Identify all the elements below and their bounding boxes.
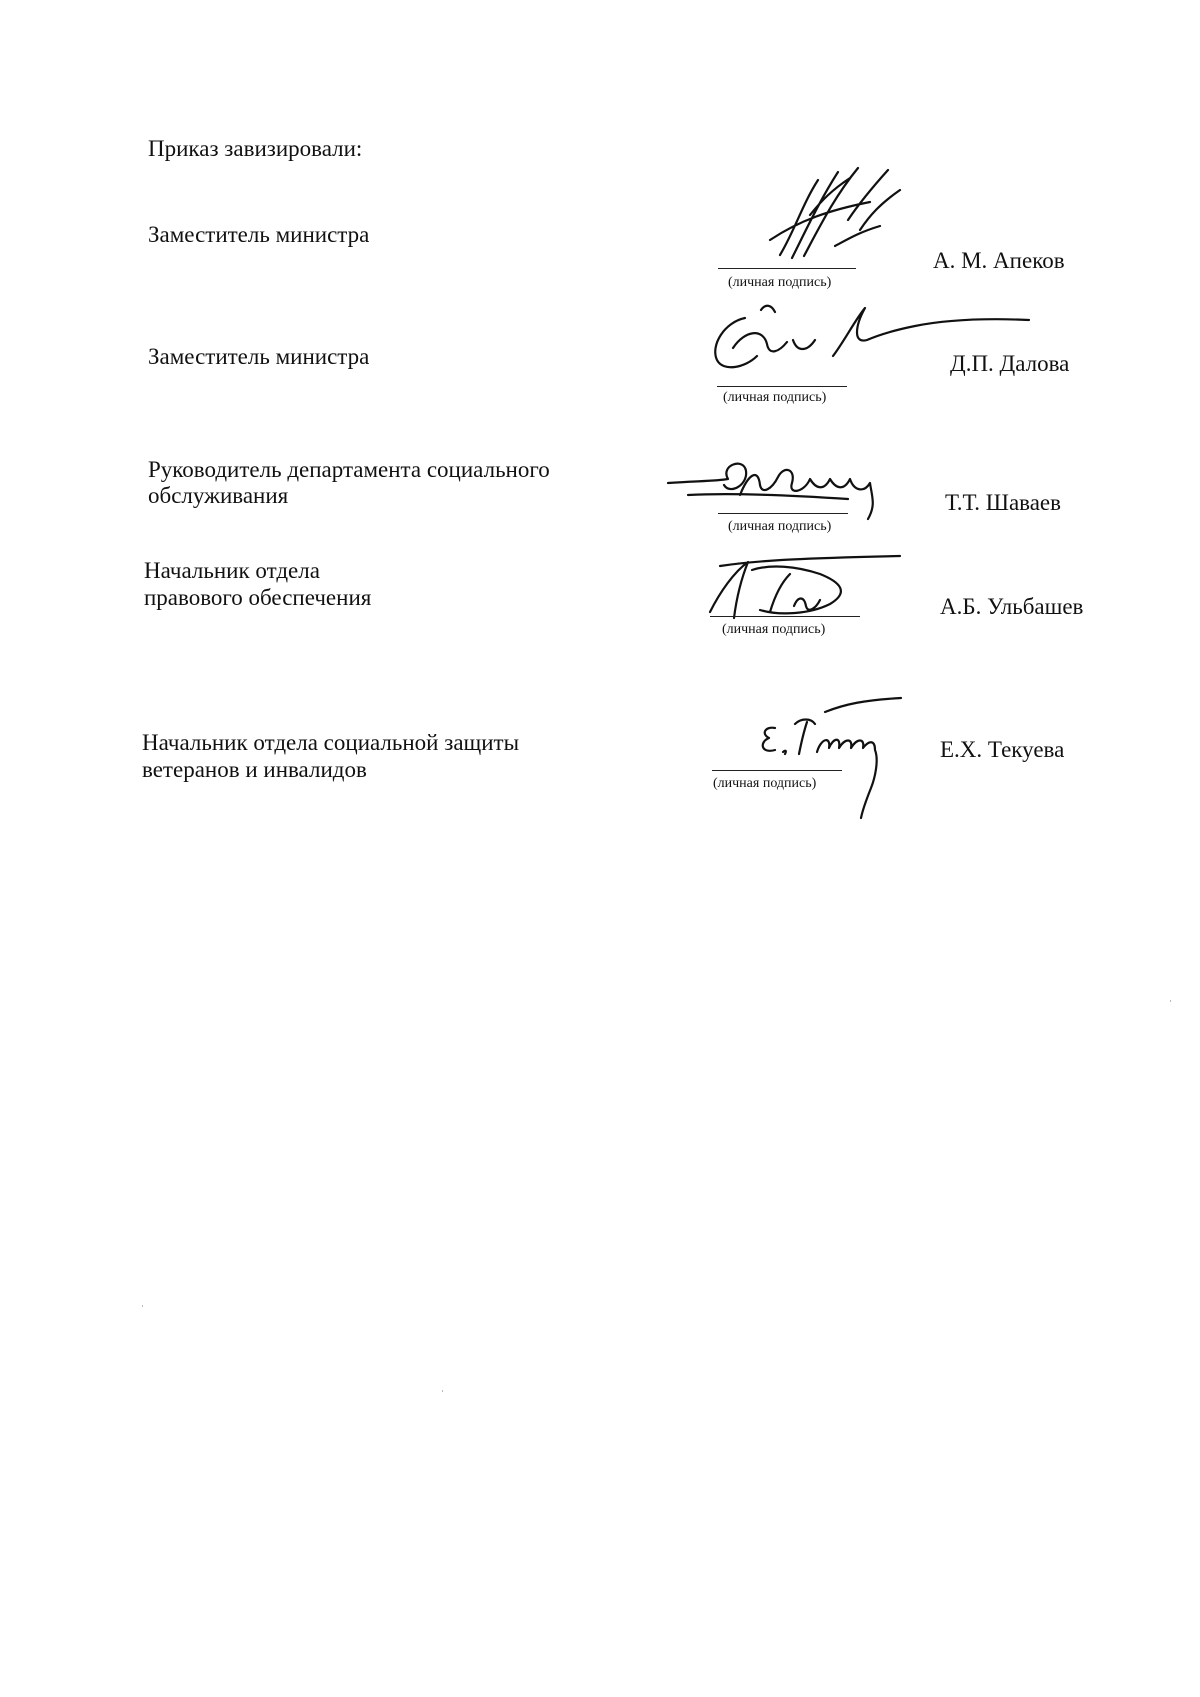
- scan-speck: [142, 1305, 143, 1307]
- signature-line-2: [717, 386, 847, 387]
- signatory-name-4: А.Б. Ульбашев: [940, 594, 1084, 619]
- position-title-5-line2: ветеранов и инвалидов: [142, 757, 367, 782]
- position-title-3-line2: обслуживания: [148, 483, 289, 508]
- position-title-2: Заместитель министра: [148, 344, 370, 369]
- scan-speck: [1170, 1000, 1171, 1002]
- signatory-name-2: Д.П. Далова: [950, 351, 1070, 376]
- handwritten-signature-5: [735, 698, 915, 818]
- signatory-name-5: Е.Х. Текуева: [940, 737, 1065, 762]
- approval-heading: Приказ завизировали:: [148, 136, 363, 161]
- signature-caption-5: (личная подпись): [713, 776, 817, 791]
- signature-caption-2: (личная подпись): [723, 390, 827, 405]
- signatory-name-3: Т.Т. Шаваев: [945, 490, 1061, 515]
- signature-caption-1: (личная подпись): [728, 275, 832, 290]
- scan-speck: [442, 1390, 443, 1392]
- signature-line-5: [712, 770, 842, 771]
- position-title-3-line1: Руководитель департамента социального: [148, 457, 550, 482]
- position-title-4-line1: Начальник отдела: [144, 558, 320, 583]
- signature-caption-3: (личная подпись): [728, 519, 832, 534]
- signature-line-1: [718, 268, 856, 269]
- position-title-5-line1: Начальник отдела социальной защиты: [142, 730, 520, 755]
- handwritten-signature-1: [740, 160, 940, 270]
- signature-caption-4: (личная подпись): [722, 622, 826, 637]
- position-title-1: Заместитель министра: [148, 222, 370, 247]
- signature-line-4: [710, 616, 860, 617]
- signature-line-3: [718, 513, 848, 514]
- signatory-name-1: А. М. Апеков: [933, 248, 1065, 273]
- position-title-4-line2: правового обеспечения: [144, 585, 372, 610]
